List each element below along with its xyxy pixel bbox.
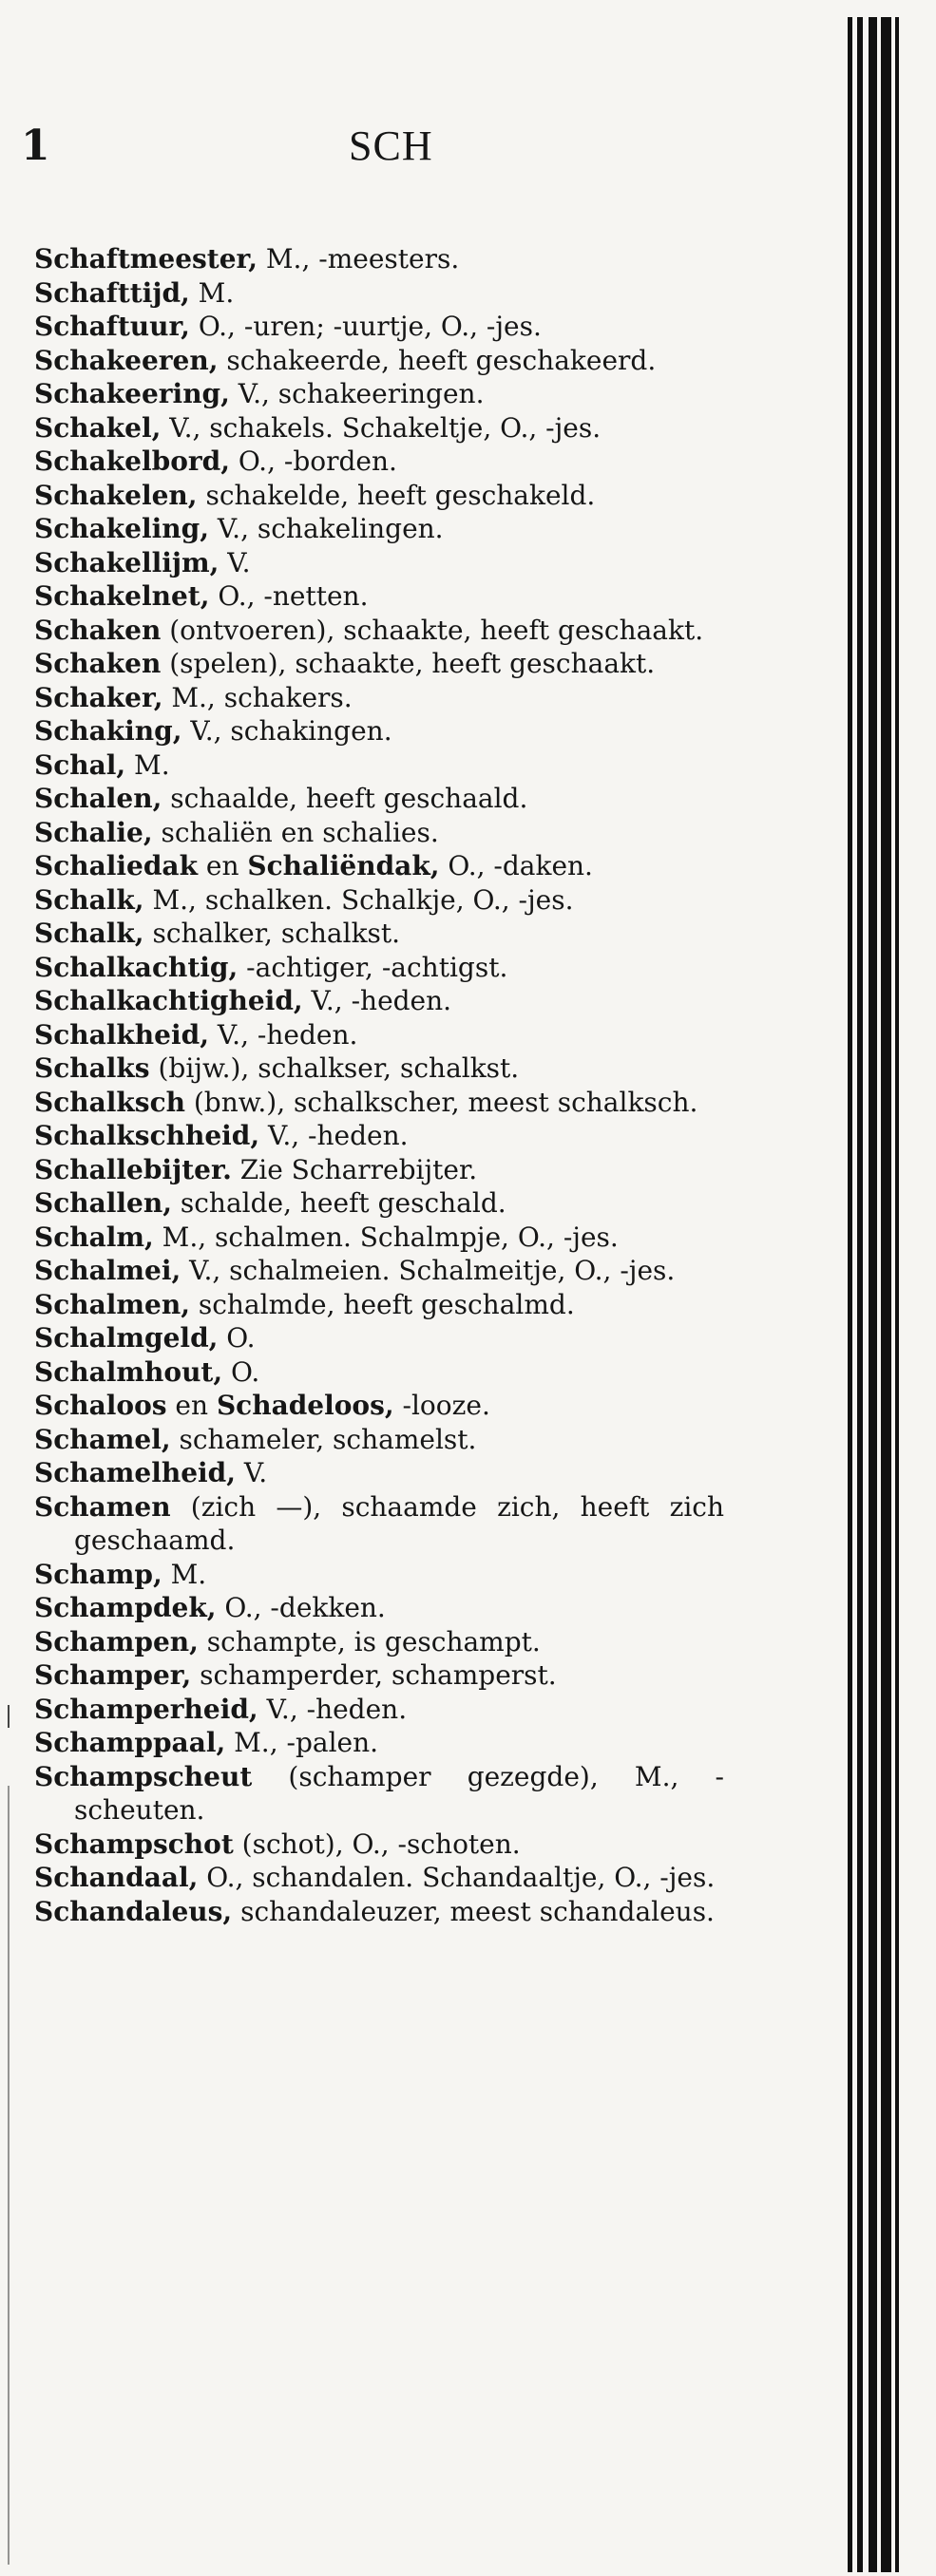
entry-definition: schaalde, heeft geschaald. (162, 783, 528, 814)
entry-headword: Schaking, (34, 715, 182, 747)
section-title: SCH (349, 123, 433, 169)
dictionary-entry (34, 1221, 724, 1255)
entry-headword: Schamppaal, (34, 1727, 226, 1758)
entry-definition: M., schalken. Schalkje, O., -jes. (143, 883, 574, 916)
entry-headword: Schampschot (34, 1828, 234, 1860)
entry-definition: O., -uren; -uurtje, O., -jes. (189, 311, 542, 342)
entry-headword: Schamel, (34, 1423, 171, 1455)
entry-definition: schalmde, heeft geschalmd. (189, 1288, 575, 1320)
entry-headword: Schakelnet, (34, 580, 210, 612)
margin-mark (8, 1705, 10, 1728)
entry-headword: Schakel, (34, 411, 162, 444)
entry-headword: Schalmgeld, (34, 1322, 219, 1354)
entry-headword: Schalkschheid, (34, 1120, 260, 1151)
dictionary-entry (34, 1086, 724, 1120)
entry-definition: M., -palen. (225, 1727, 379, 1758)
dictionary-entry (34, 1558, 724, 1592)
entry-definition: (zich —), schaamde zich, heeft zich geschaamd. (74, 1490, 724, 1556)
entry-definition: schakeerde, heeft geschakeerd. (218, 344, 657, 376)
dictionary-entry (34, 1389, 724, 1423)
entry-headword: Schakeering, (34, 378, 230, 409)
entry-definition: O. (222, 1355, 260, 1388)
entry-headword: Schalmei, (34, 1255, 181, 1286)
entry-headword: Schalkheid, (34, 1018, 209, 1051)
dictionary-entry (34, 1119, 724, 1153)
dictionary-entry (34, 1625, 724, 1659)
dictionary-entry (34, 883, 724, 918)
dictionary-entry (34, 748, 724, 783)
entry-definition: V. (235, 1457, 268, 1488)
entry-headword: Schalk, (34, 883, 144, 916)
entry-definition: V., schakeeringen. (229, 378, 485, 409)
dictionary-entry (34, 816, 724, 850)
entry-headword: Schalmhout, (34, 1355, 223, 1388)
entry-definition: (bnw.), schalkscher, meest schalksch. (184, 1086, 698, 1118)
entry-definition: O., -netten. (209, 580, 369, 612)
entry-headword: Schalmen, (34, 1288, 190, 1320)
dictionary-entry (34, 849, 724, 883)
entry-headword: Schaken (34, 648, 162, 679)
entry-definition: en (197, 850, 248, 881)
entry-definition: schaliën en schalies. (152, 816, 439, 848)
dictionary-entry (34, 917, 724, 951)
entry-definition: schalker, schalkst. (143, 918, 401, 949)
entry-definition: V., -heden. (259, 1120, 409, 1151)
entry-headword: Schandaal, (34, 1862, 199, 1893)
entry-definition: schalde, heeft geschald. (171, 1187, 506, 1219)
dictionary-entry (34, 647, 724, 681)
entry-headword: Schaken (34, 614, 162, 646)
entry-definition: O., -dekken. (216, 1592, 386, 1623)
dictionary-entry (34, 276, 724, 311)
entry-definition: M., schalmen. Schalmpje, O., -jes. (153, 1221, 619, 1253)
dictionary-entry (34, 411, 724, 445)
dictionary-entry (34, 782, 724, 816)
entry-definition: M. (189, 276, 235, 309)
dictionary-entry (34, 1423, 724, 1457)
entry-definition: schampte, is geschampt. (198, 1625, 541, 1657)
entry-headword: Schamper, (34, 1659, 192, 1691)
page-header (21, 122, 743, 179)
entry-headword: Schampdek, (34, 1592, 217, 1623)
entry-headword: Schal, (34, 748, 126, 781)
entry-definition: O., -borden. (229, 445, 397, 477)
dictionary-entry (34, 951, 724, 985)
entry-definition: schamperder, schamperst. (191, 1659, 557, 1691)
entry-headword-variant: Schaliëndak, (247, 850, 440, 881)
entry-definition: V., schalmeien. Schalmeitje, O., -jes. (181, 1255, 676, 1286)
entry-headword: Schaker, (34, 681, 163, 713)
dictionary-entry (34, 1693, 724, 1727)
dictionary-entry (34, 479, 724, 513)
dictionary-entry (34, 1153, 724, 1187)
dictionary-entry (34, 377, 724, 411)
entry-headword: Schakelen, (34, 479, 198, 511)
entry-definition: -achtiger, -achtigst. (238, 951, 508, 983)
dictionary-entry (34, 1760, 724, 1828)
dictionary-entry (34, 1591, 724, 1625)
dictionary-entry (34, 1490, 724, 1558)
entry-headword: Schamp, (34, 1558, 162, 1590)
entry-headword-variant: Schadeloos, (216, 1390, 394, 1421)
dictionary-entry (34, 310, 724, 344)
dictionary-entry (34, 1288, 724, 1322)
entry-definition: V., schakels. Schakeltje, O., -jes. (161, 411, 602, 444)
dictionary-entry (34, 242, 724, 276)
entry-definition: V., schakingen. (181, 715, 392, 747)
entry-headword: Schaliedak (34, 850, 198, 881)
entry-headword: Schaloos (34, 1390, 167, 1421)
dictionary-entry (34, 984, 724, 1018)
entry-definition: M., schakers. (162, 681, 353, 713)
entry-headword: Schamelheid, (34, 1457, 236, 1488)
entry-headword: Schaftmeester, (34, 243, 258, 275)
entry-headword: Schamperheid, (34, 1693, 258, 1725)
entry-definition: V. (219, 546, 251, 578)
entry-headword: Schalkachtigheid, (34, 985, 303, 1016)
entry-definition: schakelde, heeft geschakeld. (197, 479, 596, 511)
entry-headword: Schalk, (34, 918, 144, 949)
entry-definition: schameler, schamelst. (170, 1423, 477, 1455)
entry-definition: schandaleuzer, meest schandaleus. (232, 1895, 715, 1927)
dictionary-entry (34, 1186, 724, 1221)
dictionary-entry (34, 1321, 724, 1355)
entry-headword: Schalen, (34, 783, 162, 814)
entry-definition: (spelen), schaakte, heeft geschaakt. (161, 648, 656, 679)
dictionary-entry (34, 714, 724, 748)
dictionary-entry (34, 1658, 724, 1693)
binding-rule (895, 17, 899, 2572)
dictionary-entry (34, 579, 724, 614)
entry-definition: Zie Scharrebijter. (231, 1153, 478, 1185)
dictionary-entry (34, 1355, 724, 1390)
entry-headword: Schalks (34, 1052, 150, 1084)
entry-headword: Schallebijter. (34, 1153, 232, 1185)
entry-definition: V., schakelingen. (208, 513, 444, 544)
dictionary-entry (34, 1018, 724, 1052)
entry-headword: Schallen, (34, 1187, 172, 1219)
entry-definition: V., -heden. (302, 985, 452, 1016)
entry-headword: Schampscheut (34, 1760, 253, 1792)
dictionary-entry (34, 546, 724, 580)
dictionary-entry (34, 1895, 724, 1929)
binding-rule (881, 17, 891, 2572)
entry-definition: M., -meesters. (257, 243, 460, 275)
entry-definition: V., -heden. (208, 1018, 358, 1051)
entry-definition: O. (218, 1322, 256, 1354)
binding-rule (857, 17, 863, 2572)
dictionary-entry (34, 614, 724, 648)
entry-headword: Schalm, (34, 1221, 154, 1253)
entry-definition: (ontvoeren), schaakte, heeft geschaakt. (161, 614, 704, 646)
dictionary-entry (34, 512, 724, 546)
margin-mark (8, 1786, 10, 2565)
dictionary-entry (34, 445, 724, 479)
entry-headword: Schandaleus, (34, 1895, 233, 1927)
dictionary-entry (34, 1051, 724, 1086)
entry-definition: en (166, 1390, 217, 1421)
entry-headword: Schakeling, (34, 513, 209, 544)
entry-definition: M. (162, 1558, 207, 1590)
entry-definition: (bijw.), schalkser, schalkst. (149, 1052, 520, 1084)
dictionary-entry (34, 681, 724, 715)
page-number: 1 (21, 122, 50, 170)
binding-rule (848, 17, 852, 2572)
entry-definition: M. (125, 748, 170, 781)
entry-headword: Schalkachtig, (34, 951, 239, 983)
entry-headword: Schamen (34, 1490, 171, 1523)
entry-definition: O., schandalen. Schandaaltje, O., -jes. (198, 1862, 716, 1893)
entry-definition: O., -daken. (439, 850, 593, 881)
dictionary-entry (34, 1254, 724, 1288)
entry-list (34, 242, 724, 1928)
dictionary-entry (34, 1861, 724, 1895)
entry-headword: Schampen, (34, 1625, 199, 1657)
entry-definition: -looze. (393, 1390, 490, 1421)
entry-headword: Schafttijd, (34, 276, 190, 309)
dictionary-entry (34, 1456, 724, 1490)
entry-headword: Schakellijm, (34, 546, 220, 578)
entry-headword: Schakeeren, (34, 344, 219, 376)
entry-definition: (schot), O., -schoten. (233, 1828, 521, 1860)
dictionary-entry (34, 1726, 724, 1760)
entry-definition: V., -heden. (258, 1693, 408, 1725)
dictionary-entry (34, 344, 724, 378)
entry-definition: (schamper gezegde), M., -scheuten. (74, 1760, 724, 1826)
dictionary-entry (34, 1828, 724, 1862)
entry-headword: Schalie, (34, 816, 153, 848)
entry-headword: Schakelbord, (34, 445, 230, 477)
binding-rule (869, 17, 877, 2572)
entry-headword: Schalksch (34, 1086, 185, 1118)
entry-headword: Schaftuur, (34, 311, 190, 342)
